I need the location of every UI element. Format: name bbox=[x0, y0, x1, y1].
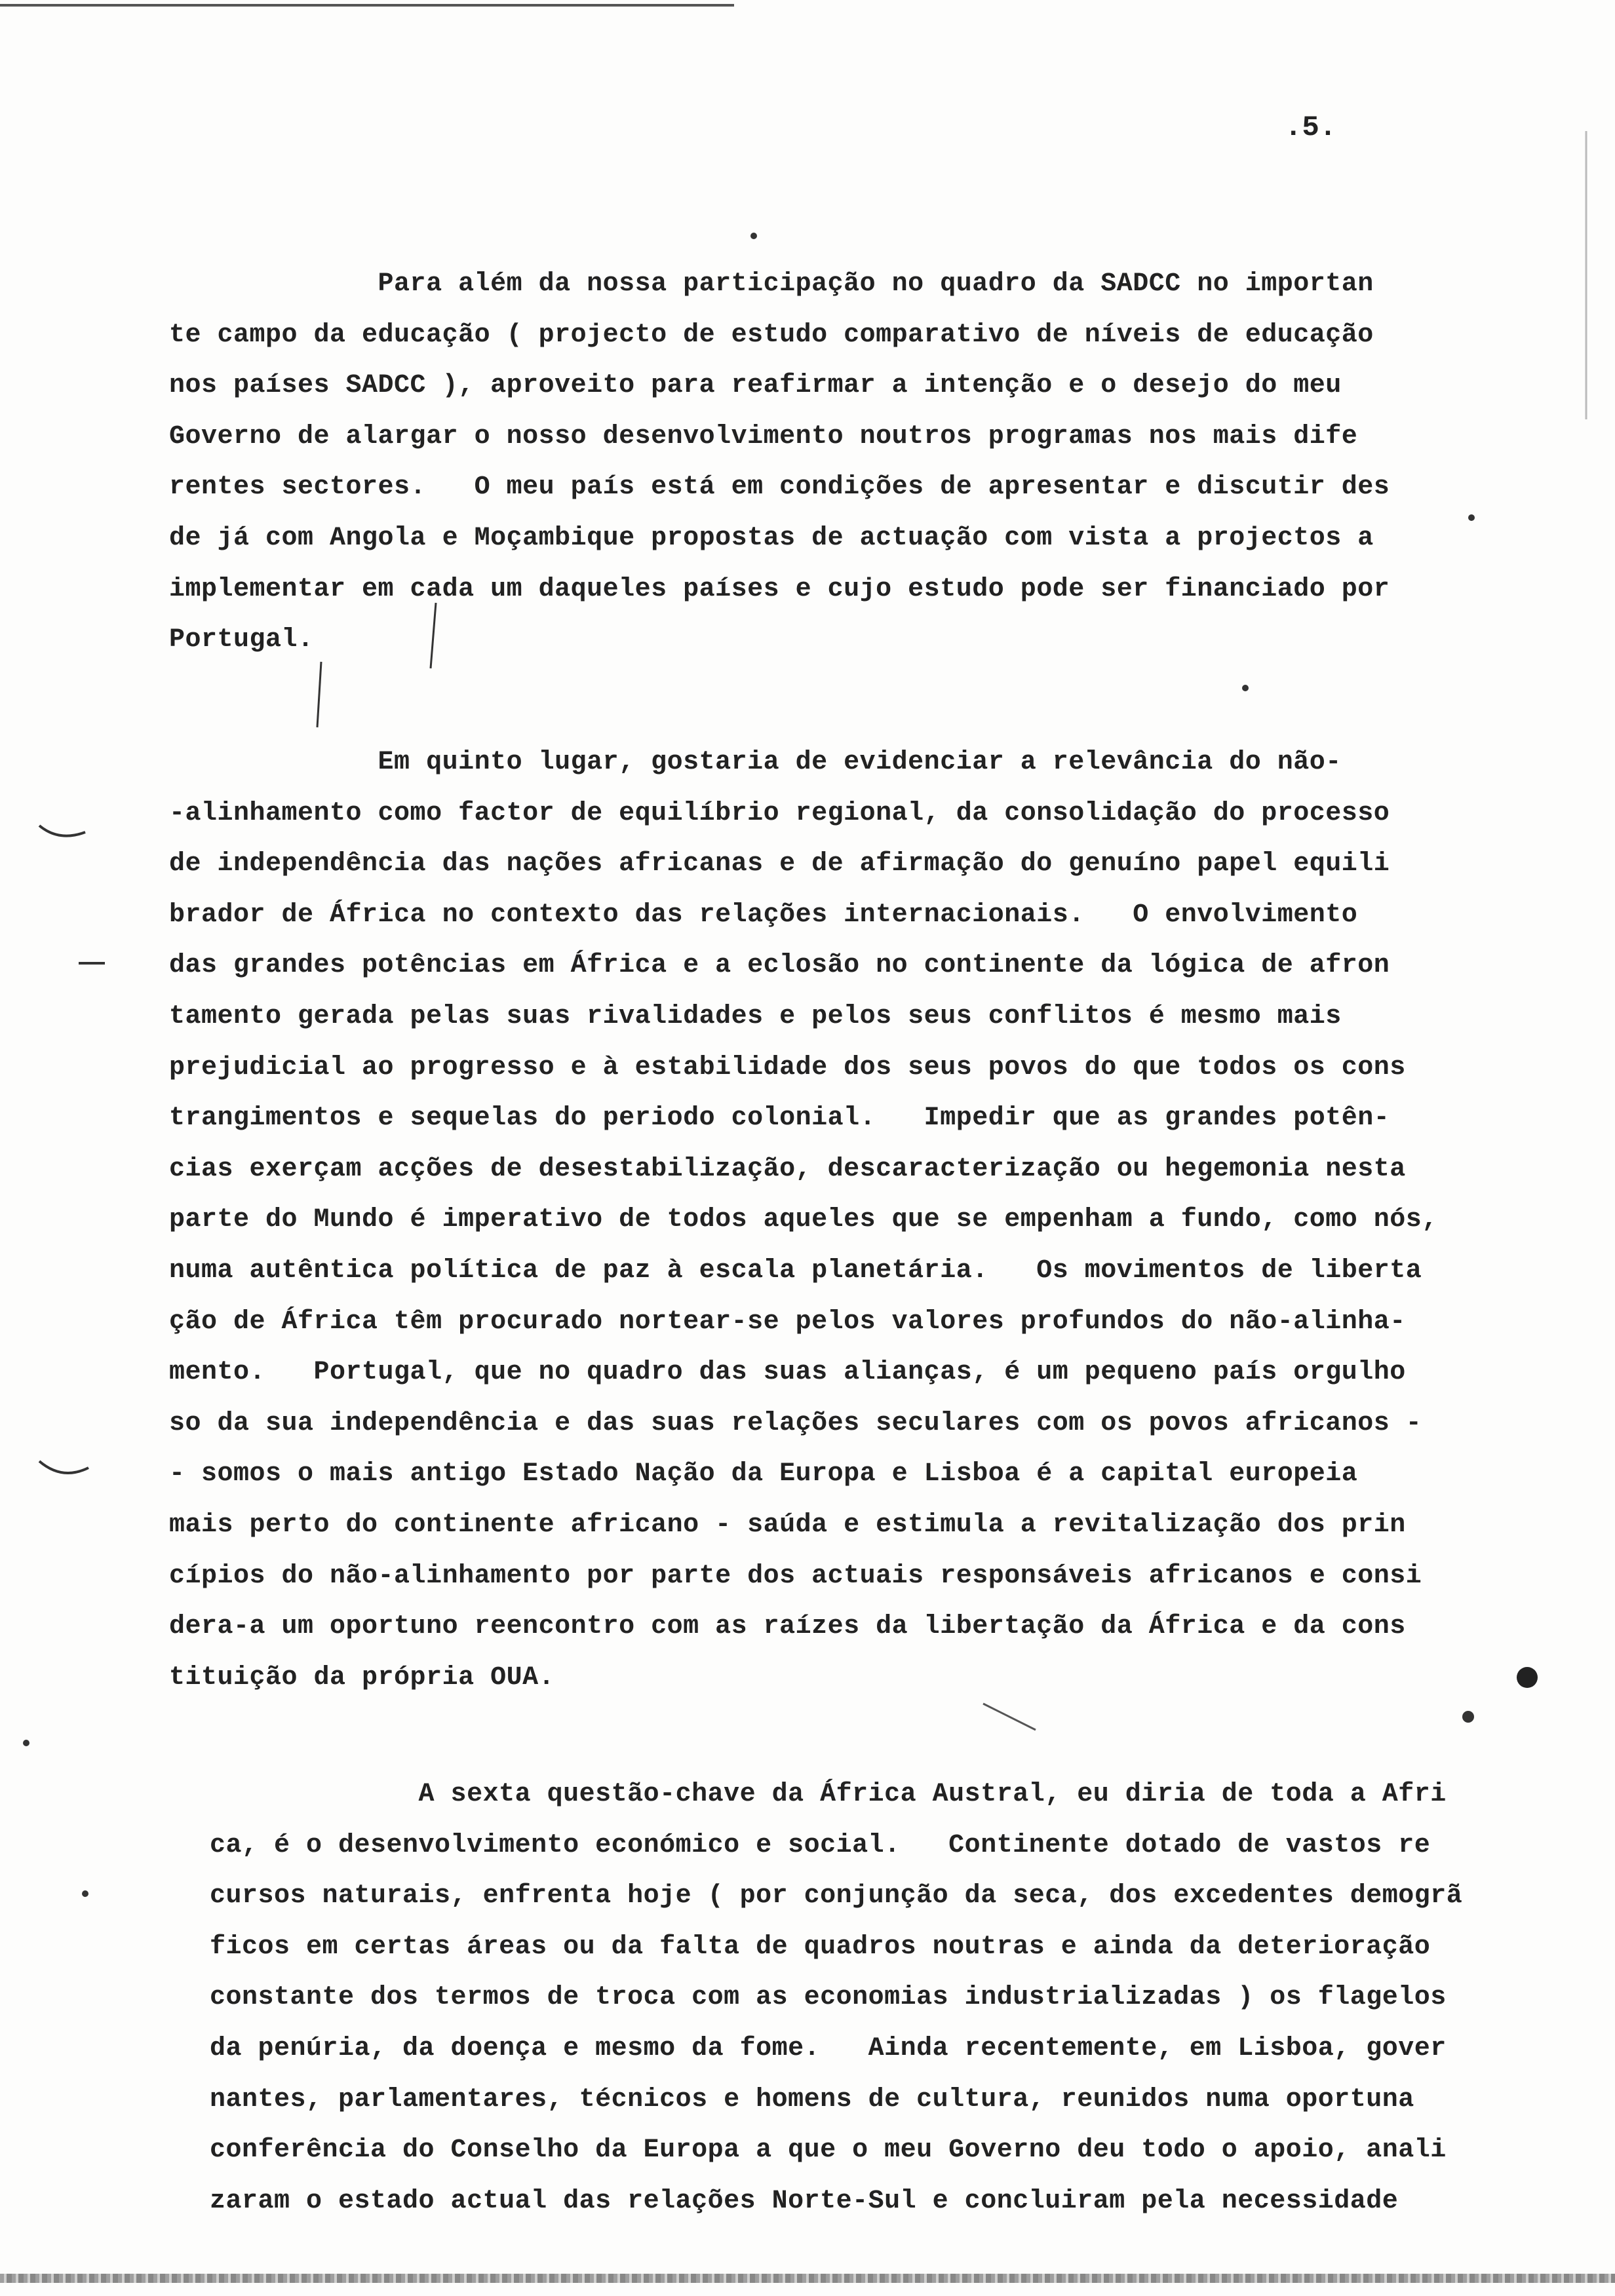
text-line: brador de África no contexto das relações internacionais. O envolvimento bbox=[169, 900, 1358, 930]
text-line: das grandes potências em África e a eclosão no continente da lógica de afron bbox=[169, 951, 1390, 981]
text-line: nos países SADCC ), aproveito para reafirmar a intenção e o desejo do meu bbox=[169, 371, 1342, 401]
text-line: prejudicial ao progresso e à estabilidade dos seus povos do que todos os cons bbox=[169, 1052, 1406, 1082]
text-line: rentes sectores. O meu país está em condições de apresentar e discutir des bbox=[169, 472, 1390, 503]
text-line: -alinhamento como factor de equilíbrio regional, da consolidação do processo bbox=[169, 798, 1390, 828]
text-line: zaram o estado actual das relações Norte-Sul e concluiram pela necessidade bbox=[210, 2186, 1399, 2216]
text-line: nantes, parlamentares, técnicos e homens de cultura, reunidos numa oportuna bbox=[210, 2084, 1414, 2114]
text-line: ção de África têm procurado nortear-se pelos valores profundos do não-alinha- bbox=[169, 1307, 1406, 1337]
text-line: constante dos termos de troca com as economias industrializadas ) os flagelos bbox=[210, 1983, 1447, 2013]
text-line: - somos o mais antigo Estado Nação da Europa e Lisboa é a capital europeia bbox=[169, 1459, 1358, 1489]
text-line: Governo de alargar o nosso desenvolvimento noutros programas nos mais dife bbox=[169, 421, 1358, 451]
page-number: .5. bbox=[1285, 111, 1337, 144]
text-line: parte do Mundo é imperativo de todos aqueles que se empenham a fundo, como nós, bbox=[169, 1205, 1438, 1235]
text-line: implementar em cada um daqueles países e cujo estudo pode ser financiado por bbox=[169, 574, 1390, 604]
text-line: Em quinto lugar, gostaria de evidenciar a relevância do não- bbox=[169, 748, 1342, 777]
text-line: te campo da educação ( projecto de estudo comparativo de níveis de educação bbox=[169, 320, 1374, 350]
text-line: so da sua independência e das suas relações seculares com os povos africanos - bbox=[169, 1408, 1422, 1438]
text-line: da penúria, da doença e mesmo da fome. Ainda recentemente, em Lisboa, gover bbox=[210, 2033, 1447, 2063]
scan-bottom-edge bbox=[0, 2274, 1615, 2283]
text-line: cias exerçam acções de desestabilização, descaracterização ou hegemonia nesta bbox=[169, 1154, 1406, 1184]
text-line: A sexta questão-chave da África Austral, eu diria de toda a Afri bbox=[210, 1780, 1447, 1809]
text-line: mais perto do continente africano - saúda e estimula a revitalização dos prin bbox=[169, 1510, 1406, 1540]
text-line: Para além da nossa participação no quadro da SADCC no importan bbox=[169, 269, 1374, 299]
text-line: ficos em certas áreas ou da falta de quadros noutras e ainda da deterioração bbox=[210, 1932, 1431, 1962]
text-line: Portugal. bbox=[169, 625, 314, 655]
text-line: cípios do não-alinhamento por parte dos actuais responsáveis africanos e consi bbox=[169, 1561, 1422, 1591]
text-line: numa autêntica política de paz à escala planetária. Os movimentos de liberta bbox=[169, 1255, 1422, 1286]
text-line: tituição da própria OUA. bbox=[169, 1662, 555, 1693]
text-line: dera-a um oportuno reencontro com as raízes da libertação da África e da cons bbox=[169, 1612, 1406, 1642]
text-line: de já com Angola e Moçambique propostas de actuação com vista a projectos a bbox=[169, 523, 1374, 553]
text-line: mento. Portugal, que no quadro das suas alianças, é um pequeno país orgulho bbox=[169, 1358, 1406, 1388]
text-line: trangimentos e sequelas do periodo colonial. Impedir que as grandes potên- bbox=[169, 1103, 1390, 1134]
text-line: tamento gerada pelas suas rivalidades e pelos seus conflitos é mesmo mais bbox=[169, 1001, 1342, 1031]
text-line: de independência das nações africanas e de afirmação do genuíno papel equili bbox=[169, 849, 1390, 879]
text-line: cursos naturais, enfrenta hoje ( por conjunção da seca, dos excedentes demogrã bbox=[210, 1881, 1463, 1911]
text-line: ca, é o desenvolvimento económico e social. Continente dotado de vastos re bbox=[210, 1830, 1431, 1860]
text-line: conferência do Conselho da Europa a que o meu Governo deu todo o apoio, anali bbox=[210, 2135, 1447, 2166]
